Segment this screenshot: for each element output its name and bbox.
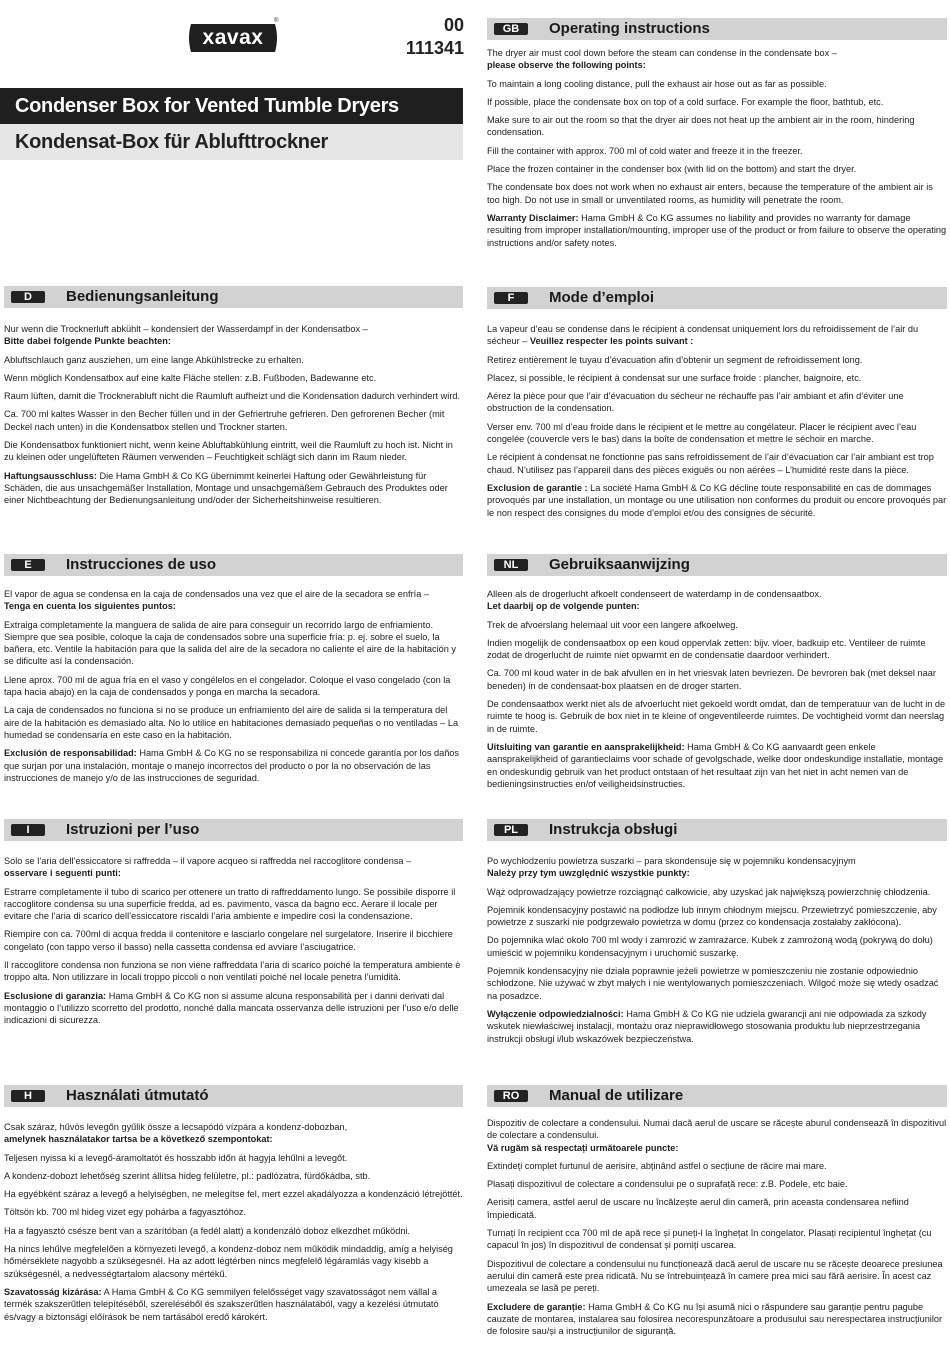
warranty-paragraph: Szavatosság kizárása: A Hama GmbH & Co KG semmilyen felelősséget vagy szavatosságot nem vállal a termék szakszerűtlen telepítéséből, szereléséből és szakszerűtlen használatából, vagy a kezelési útmutató és/vagy a biztonsági előírások be nem tartásából eredő károkért. bbox=[4, 1286, 439, 1322]
warranty-paragraph: Excludere de garanție: Hama GmbH & Co KG nu își asumă nici o răspundere sau garanție pentru pagube cauzate de montarea, instalarea sau folosirea necorespunzătoare a produsului sau nerespectarea instrucțiunilor de folosire sau/și a instrucțiunilor de siguranță. bbox=[487, 1301, 943, 1337]
section-ro bbox=[487, 1085, 947, 1337]
section-title: Istruzioni per l’uso bbox=[66, 821, 200, 838]
instruction-paragraph: Estrarre completamente il tubo di scarico per ottenere un tratto di raffreddamento lungo. Se possibile disporre il raccoglitore condensa su una superficie fredda, ad es. pavimento, vasca da bagno ecc. Aerare il locale per evitare che l’aria di scarico dell’essiccatore riscaldi l’aria ambiente e impedire così la condensazione. bbox=[4, 886, 456, 922]
intro-paragraph: Po wychłodzeniu powietrza suszarki – para skondensuje się w pojemniku kondensacyjnym Należy przy tym uwzględnić wszystkie punkty: bbox=[487, 856, 856, 879]
article-number bbox=[380, 14, 464, 60]
warranty-paragraph: Uitsluiting van garantie en aansprakelijkheid: Hama GmbH & Co KG aanvaardt geen enkele aansprakelijkheid of garantieclaims voor schade of gevolgschade, welke door ondeskundige installatie, montage en ondeskundig gebruik van het product ontstaan of het resultaat zijn van het niet in acht nemen van de bedieningsinstructies en/of veiligheidsinstructies. bbox=[487, 741, 944, 789]
article-number-line2: 111341 bbox=[405, 38, 464, 58]
instruction-paragraph: Ha egyébként száraz a levegő a helyiségben, ne melegítse fel, mert ezzel akadályozza a kondenzáció létrejöttét. bbox=[4, 1189, 463, 1200]
section-body bbox=[487, 588, 947, 790]
language-badge: F bbox=[494, 292, 528, 304]
instruction-paragraph: Pojemnik kondensacyjny nie działa poprawnie jeżeli powietrze w pomieszczeniu nie zostanie odpowiednio schłodzone. Nie używać w zbyt małych i nie wentylowanych pomieszczeniach. Wilgoć może się wtedy osadzać na posadzce. bbox=[487, 966, 939, 1001]
intro-paragraph: Dispozitiv de colectare a condensului. Numai dacă aerul de uscare se răcește aburul condensează în dispozitivul de colectare a condensului. Vă rugăm să respectați următoarele puncte: bbox=[487, 1118, 947, 1153]
intro-paragraph: The dryer air must cool down before the steam can condense in the condensate box – please observe the following points: bbox=[487, 48, 837, 71]
title-bar-en bbox=[0, 88, 463, 124]
instruction-paragraph: Fill the container with approx. 700 ml of cold water and freeze it in the freezer. bbox=[487, 145, 803, 156]
brand-wordmark: xavax bbox=[202, 26, 264, 49]
section-title: Gebruiksaanwijzing bbox=[549, 556, 690, 573]
instruction-paragraph: Ha nincs lehűlve megfelelően a környezeti levegő, a kondenz-doboz nem működik mindaddig, amíg a helyiség hőmérséklete nagyobb a szükségesnél. Ha az adott légtérben nincs megfelelő légáramlás vagy kisebb a szükségesnél, a nedvességtartalom alacsony mértékű. bbox=[4, 1244, 453, 1279]
registered-mark: ® bbox=[274, 18, 279, 24]
instruction-paragraph: Indien mogelijk de condensaatbox op een koud oppervlak zetten: bijv. vloer, badkuip etc. Ventileer de ruimte zodat de drogerlucht de ruimte niet opwarmt en de condensatie daardoor verhindert. bbox=[487, 637, 926, 661]
language-badge: I bbox=[11, 824, 45, 836]
instruction-paragraph: Ha a fagyasztó csésze bent van a szárítóban (a fedél alatt) a kondenzáló doboz elkezdhet működni. bbox=[4, 1225, 411, 1236]
language-badge: RO bbox=[494, 1090, 528, 1102]
language-badge: PL bbox=[494, 824, 528, 836]
instruction-paragraph: Do pojemnika wlać około 700 ml wody i zamrozić w zamrażarce. Kubek z zamrożoną wodą (pokrywą do dołu) umieścić w pojemniku kondensacyjnym i uruchomić suszarkę. bbox=[487, 935, 933, 958]
intro-paragraph: El vapor de agua se condensa en la caja de condensados una vez que el aire de la secadora se enfría – Tenga en cuenta los siguientes puntos: bbox=[4, 589, 429, 612]
instruction-paragraph: Wenn möglich Kondensatbox auf eine kalte Fläche stellen: z.B. Fußboden, Badewanne etc. bbox=[4, 372, 377, 383]
section-h bbox=[4, 1085, 463, 1323]
section-gb bbox=[487, 18, 947, 249]
intro-paragraph: Alleen als de drogerlucht afkoelt condenseert de waterdamp in de condensaatbox. Let daarbij op de volgende punten: bbox=[487, 589, 822, 612]
section-body bbox=[4, 323, 463, 507]
section-header bbox=[487, 819, 947, 841]
warranty-paragraph: Warranty Disclaimer: Hama GmbH & Co KG assumes no liability and provides no warranty for damage resulting from improper installation/mounting, improper use of the product or from failure to observe the operating instructions and/or safety notes. bbox=[487, 212, 947, 248]
section-title: Operating instructions bbox=[549, 20, 710, 37]
article-number-line1: 00 bbox=[443, 15, 464, 35]
section-body bbox=[4, 588, 463, 784]
title-bar-de bbox=[0, 124, 463, 160]
instruction-paragraph: Ca. 700 ml koud water in de bak afvullen en in het vriesvak laten bevriezen. De bevroren bak (met deksel naar beneden) in de condensaat-box plaatsen en de droger starten. bbox=[487, 668, 936, 691]
section-title: Manual de utilizare bbox=[549, 1087, 684, 1104]
instruction-paragraph: Extindeți complet furtunul de aerisire, abținând astfel o secțiune de răcire mai mare. bbox=[487, 1160, 827, 1171]
instruction-paragraph: To maintain a long cooling distance, pull the exhaust air hose out as far as possible. bbox=[487, 78, 827, 89]
section-header bbox=[487, 554, 947, 576]
language-badge: GB bbox=[494, 23, 528, 35]
instruction-paragraph: Placez, si possible, le récipient à condensat sur une surface froide : plancher, baignoire, etc. bbox=[487, 372, 862, 383]
section-f bbox=[487, 287, 947, 519]
brand-logo bbox=[185, 18, 281, 58]
section-title: Instrucciones de uso bbox=[66, 556, 217, 573]
section-title: Instrukcja obsługi bbox=[549, 821, 678, 838]
language-badge: NL bbox=[494, 559, 528, 571]
section-e bbox=[4, 554, 463, 784]
section-nl bbox=[487, 554, 947, 790]
section-pl bbox=[487, 819, 947, 1045]
intro-paragraph: Solo se l’aria dell’essiccatore si raffredda – il vapore acqueo si raffredda nel raccoglitore condensa – osservare i seguenti punti: bbox=[4, 856, 412, 879]
instruction-paragraph: Riempire con ca. 700ml di acqua fredda il contenitore e lasciarlo congelare nel surgelatore. Inserire il bicchiere congelato (con tappo verso il basso) nella cassetta condensa ed avviare l’asciugatrice. bbox=[4, 929, 453, 952]
instruction-paragraph: Le récipient à condensat ne fonctionne pas sans refroidissement de l’air d’évacuation car l’air ambiant est trop chaud. N’utilisez pas l’appareil dans des pièces exiguës ou non aérées – L’humidité reste dans la pièce. bbox=[487, 452, 934, 475]
warranty-paragraph: Wyłączenie odpowiedzialności: Hama GmbH & Co KG nie udziela gwarancji ani nie odpowiada za szkody wskutek niewłaściwej instalacji, montażu oraz nieprawidłowego stosowania produktu lub nieprzestrzegania instrukcji obsługi i/lub wskazówek bezpieczeństwa. bbox=[487, 1008, 927, 1044]
section-header bbox=[4, 554, 463, 576]
warranty-paragraph: Exclusión de responsabilidad: Hama GmbH & Co KG no se responsabiliza ni concede garantía por los daños que surjan por una instalación, montaje o manejo incorrectos del producto o por la no observación de las instrucciones de manejo y/o de las instrucciones de seguridad. bbox=[4, 748, 460, 783]
instruction-paragraph: Make sure to air out the room so that the dryer air does not heat up the ambient air in the room, hindering condensation. bbox=[487, 115, 915, 138]
section-header bbox=[4, 1085, 463, 1107]
instruction-paragraph: Raum lüften, damit die Trocknerabluft nicht die Raumluft aufheizt und die Kondensation dadurch verhindert wird. bbox=[4, 391, 461, 402]
section-body bbox=[4, 1121, 463, 1323]
intro-paragraph: Csak száraz, hűvös levegőn gyűlik össze a lecsapódó vízpára a kondenz-dobozban, amelynek használatakor tartsa be a következő szempontokat: bbox=[4, 1122, 348, 1145]
section-title: Mode d’emploi bbox=[549, 289, 654, 306]
instruction-paragraph: Abluftschlauch ganz ausziehen, um eine lange Abkühlstrecke zu erhalten. bbox=[4, 354, 304, 365]
section-header bbox=[487, 18, 947, 40]
section-body bbox=[4, 855, 463, 1027]
section-body bbox=[487, 47, 947, 249]
title-en: Condenser Box for Vented Tumble Dryers bbox=[15, 95, 399, 117]
section-title: Használati útmutató bbox=[66, 1087, 209, 1104]
language-badge: H bbox=[11, 1090, 45, 1102]
warranty-paragraph: Exclusion de garantie : La société Hama GmbH & Co KG décline toute responsabilité en cas de dommages provoqués par une installation, un montage ou une utilisation non conformes du produit ou encore provoqués par le non respect des consignes du mode d’emploi et/ou des consignes de sécurité. bbox=[487, 482, 947, 518]
section-body bbox=[487, 1117, 947, 1337]
section-header bbox=[487, 287, 947, 309]
instruction-paragraph: Pojemnik kondensacyjny postawić na podłodze lub innym chłodnym miejscu. Przewietrzyć pomieszczenie, aby powietrze z suszarki nie podgrzewało powietrza w domu (przez co kondensacja zostałaby zakłócona). bbox=[487, 904, 937, 928]
instruction-paragraph: Aerisiți camera, astfel aerul de uscare nu încălzește aerul din cameră, prin aceasta condensarea nefiind împiedicată. bbox=[487, 1197, 909, 1220]
instruction-paragraph: Dispozitivul de colectare a condensului nu funcționează dacă aerul de uscare nu se răcește deoarece presiunea aerului din cameră este prea ridicată. Nu se întrebuințează în camere prea mici sau fără aerisire. În acest caz umezeala se lasă pe pereți. bbox=[487, 1258, 943, 1294]
instruction-paragraph: A kondenz-dobozt lehetőség szerint állítsa hideg felületre, pl.: padlózatra, fürdőkádba, stb. bbox=[4, 1170, 371, 1181]
warranty-paragraph: Esclusione di garanzia: Hama GmbH & Co KG non si assume alcuna responsabilità per i danni derivati dal montaggio o l’utilizzo scorretto del prodotto, nonché dalla mancata osservanza delle istruzioni per l’uso e/o delle indicazioni di sicurezza. bbox=[4, 990, 459, 1026]
section-i bbox=[4, 819, 463, 1027]
instruction-paragraph: Verser env. 700 ml d’eau froide dans le récipient et le mettre au congélateur. Placer le récipient avec l’eau congelée (couvercle vers le bas) dans la boîte de condensation et mettre le séchoir en marche. bbox=[487, 421, 917, 445]
instruction-paragraph: Töltsön kb. 700 ml hideg vizet egy pohárba a fagyasztóhoz. bbox=[4, 1207, 247, 1218]
title-de: Kondensat-Box für Ablufttrockner bbox=[15, 131, 328, 153]
section-title: Bedienungsanleitung bbox=[66, 288, 219, 305]
product-title-box bbox=[0, 88, 463, 160]
instruction-paragraph: Trek de afvoerslang helemaal uit voor een langere afkoelweg. bbox=[487, 619, 738, 630]
instruction-paragraph: Extraiga completamente la manguera de salida de aire para conseguir un recorrido largo de enfriamiento. Siempre que sea posible, coloque la caja de condensados sobre una superficie fría: p. ej. sobre el suelo, la bañera, etc. Ventile la habitación para que la salida del aire de la secadora no caliente el aire de la habitación y se dificulte así la condensación. bbox=[4, 619, 457, 667]
instruction-paragraph: La caja de condensados no funciona si no se produce un enfriamiento del aire de salida si la temperatura del aire de la habitación es demasiado alta. No lo utilice en habitaciones demasiado pequeñas o no ventiladas – La humedad se condensaría en este caso en la habitación. bbox=[4, 705, 459, 740]
warranty-paragraph: Haftungsausschluss: Die Hama GmbH & Co KG übernimmt keinerlei Haftung oder Gewährleistung für Schäden, die aus unsachgemäßer Installation, Montage und unsachgemäßem Gebrauch des Produktes oder einer Nichtbeachtung der Bedienungsanleitung und/oder der Sicherheitshinweise resultieren. bbox=[4, 470, 448, 506]
instruction-paragraph: Die Kondensatbox funktioniert nicht, wenn keine Abluftabkühlung eintritt, weil die Raumluft zu hoch ist. Nicht in zu kleinen oder ungelüfteten Räumen verwenden – Feuchtigkeit schlägt sich dann im Raum nieder. bbox=[4, 440, 453, 463]
intro-paragraph: La vapeur d’eau se condense dans le récipient à condensat uniquement lors du refroidissement de l’air du sécheur – Veuillez respecter les points suivant : bbox=[487, 324, 919, 347]
instruction-paragraph: Teljesen nyissa ki a levegő-áramoltatót és hosszabb időn át hagyja lehűlni a levegőt. bbox=[4, 1152, 348, 1163]
instruction-paragraph: Llene aprox. 700 ml de agua fría en el vaso y congélelos en el congelador. Coloque el vaso congelado (con la tapa hacia abajo) en la caja de condensados y ponga en marcha la secadora. bbox=[4, 674, 451, 698]
section-header bbox=[487, 1085, 947, 1107]
instruction-paragraph: The condensate box does not work when no exhaust air enters, because the temperature of the ambient air is too high. Do not use in small or unventilated rooms, as humidity will penetrate the room. bbox=[487, 182, 933, 205]
section-body bbox=[487, 855, 947, 1045]
instruction-paragraph: Ca. 700 ml kaltes Wasser in den Becher füllen und in der Gefriertruhe gefrieren. Den gefrorenen Becher (mit Deckel nach unten) in die Kondensatbox stellen und Trockner starten. bbox=[4, 409, 445, 432]
instruction-paragraph: Turnați în recipient cca 700 ml de apă rece și puneți-l la înghețat în congelator. Plasați recipientul înghețat (cu capacul în jos) în dispozitivul de condensat și porniți uscarea. bbox=[487, 1228, 932, 1251]
instruction-paragraph: If possible, place the condensate box on top of a cold surface. For example the floor, bathtub, etc. bbox=[487, 96, 884, 107]
language-badge: D bbox=[11, 291, 45, 303]
instruction-paragraph: Il raccoglitore condensa non funziona se non viene raffreddata l’aria di scarico poiché la temperatura ambiente è troppo alta. Non utilizzare in locali troppo piccoli o non ventilati poiché nel locale penetra l’umidità. bbox=[4, 960, 461, 983]
language-badge: E bbox=[11, 559, 45, 571]
section-header bbox=[4, 286, 463, 308]
instruction-paragraph: Wąż odprowadzający powietrze rozciągnąć całkowicie, aby uzyskać jak największą powierzchnię chłodzenia. bbox=[487, 886, 931, 897]
instruction-paragraph: Retirez entièrement le tuyau d’évacuation afin d’obtenir un segment de refroidissement long. bbox=[487, 354, 863, 365]
instruction-paragraph: Plasați dispozitivul de colectare a condensului pe o suprafață rece: z.B. Podele, etc baie. bbox=[487, 1179, 848, 1190]
section-body bbox=[487, 323, 947, 519]
section-d bbox=[4, 286, 463, 507]
instruction-paragraph: Place the frozen container in the condenser box (with lid on the bottom) and start the dryer. bbox=[487, 164, 857, 175]
instruction-paragraph: Aérez la pièce pour que l’air d’évacuation du sécheur ne réchauffe pas l’air ambiant et afin d’éviter une obstruction de la condensation. bbox=[487, 391, 904, 414]
intro-paragraph: Nur wenn die Trocknerluft abkühlt – kondensiert der Wasserdampf in der Kondensatbox – Bitte dabei folgende Punkte beachten: bbox=[4, 324, 368, 347]
instruction-paragraph: De condensaatbox werkt niet als de afvoerlucht niet gekoeld wordt omdat, dan de temperatuur van de lucht in de ruimte te hoog is. Gebruik de box niet in te kleine of ongeventileerde ruimtes. De vochtigheid vormt dan neerslag in de ruimte. bbox=[487, 699, 946, 734]
section-header bbox=[4, 819, 463, 841]
